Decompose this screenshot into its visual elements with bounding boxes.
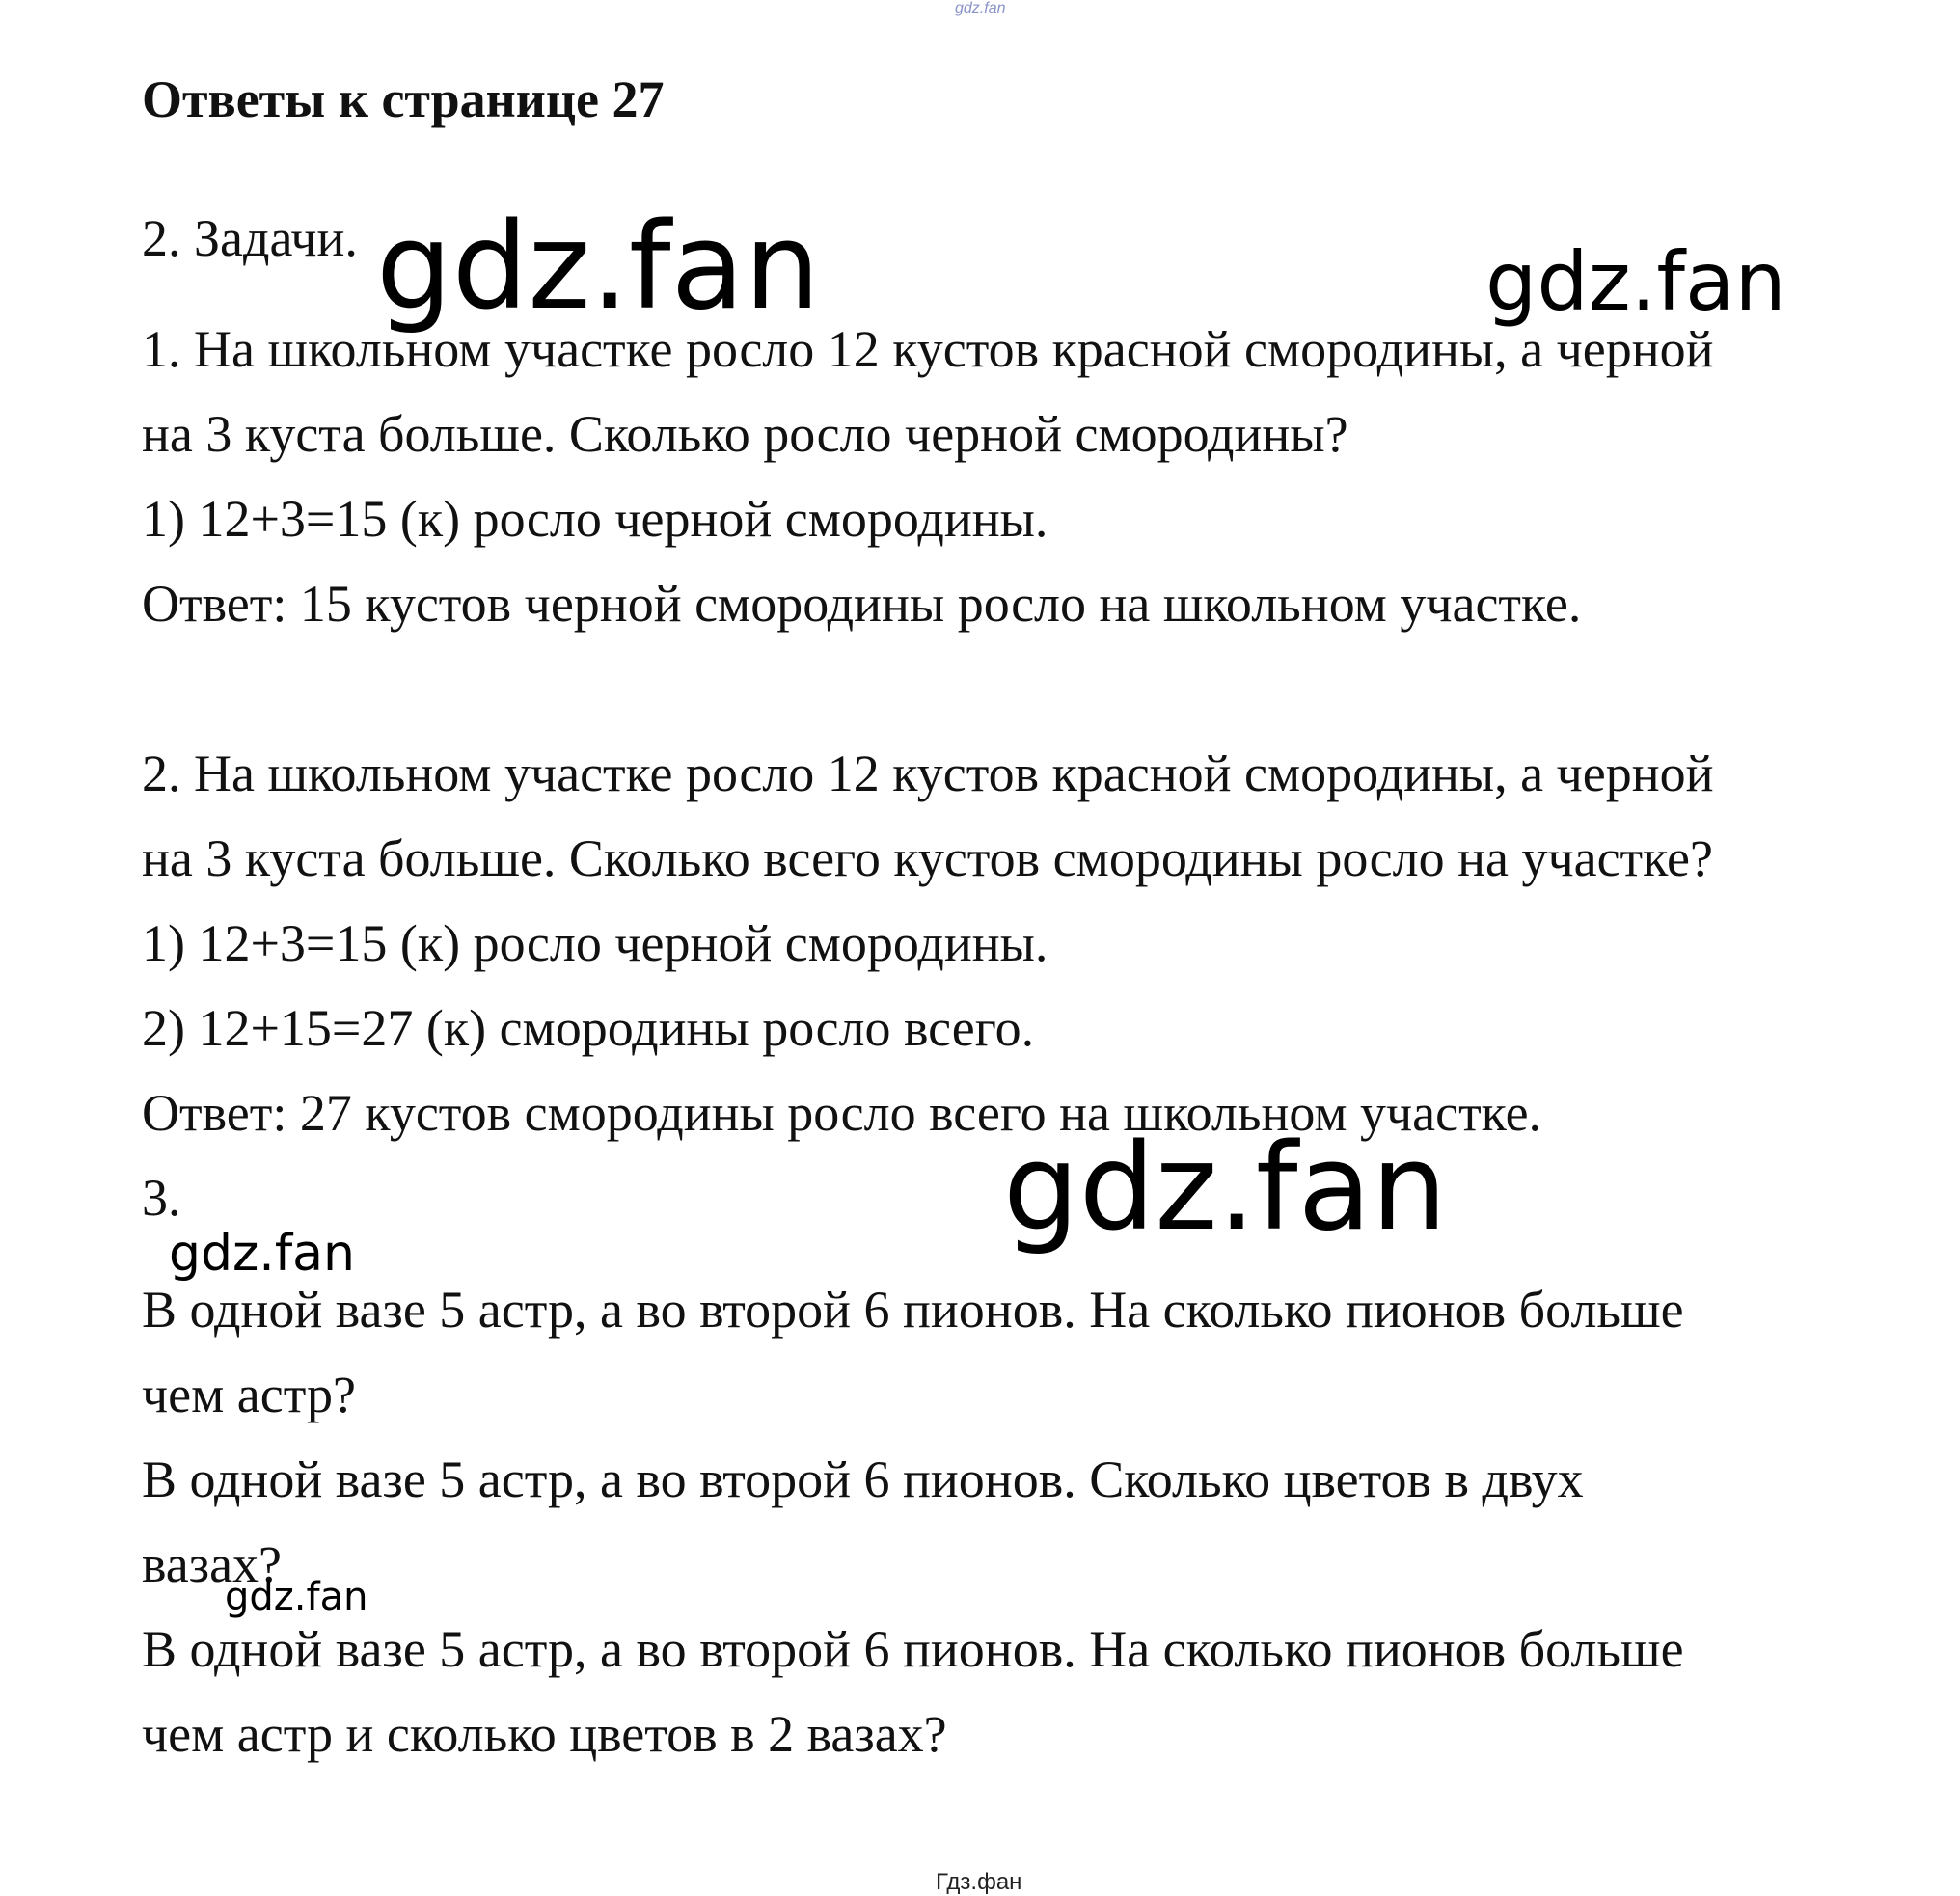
watermark-medium: gdz.fan <box>1485 234 1786 329</box>
task3-number: 3. <box>142 1169 181 1227</box>
task3-q1-line2: чем астр? <box>142 1366 356 1423</box>
watermark-large-2: gdz.fan <box>1003 1119 1448 1258</box>
task2-answer: Ответ: 27 кустов смородины росло всего на школьном участке. <box>142 1084 1542 1142</box>
top-watermark: gdz.fan <box>955 0 1006 16</box>
task2-line2: на 3 куста больше. Сколько всего кустов смородины росло на участке? <box>142 829 1713 887</box>
watermark-large-1: gdz.fan <box>376 198 821 337</box>
task1-answer: Ответ: 15 кустов черной смородины росло на школьном участке. <box>142 575 1582 633</box>
task2-line1: 2. На школьном участке росло 12 кустов красной смородины, а черной <box>142 745 1714 802</box>
watermark-small-1: gdz.fan <box>169 1225 355 1283</box>
task1-step1: 1) 12+3=15 (к) росло черной смородины. <box>142 490 1048 548</box>
task1-line2: на 3 куста больше. Сколько росло черной смородины? <box>142 405 1348 463</box>
task1-line1: 1. На школьном участке росло 12 кустов красной смородины, а черной <box>142 320 1714 378</box>
task3-q3-line1: В одной вазе 5 астр, а во второй 6 пионов. На сколько пионов больше <box>142 1620 1684 1678</box>
page-title: Ответы к странице 27 <box>142 70 665 128</box>
watermark-small-2: gdz.fan <box>225 1575 368 1619</box>
footer-label: Гдз.фан <box>936 1869 1022 1895</box>
task2-step2: 2) 12+15=27 (к) смородины росло всего. <box>142 999 1035 1057</box>
task3-q1-line1: В одной вазе 5 астр, а во второй 6 пионов. На сколько пионов больше <box>142 1281 1684 1339</box>
task2-step1: 1) 12+3=15 (к) росло черной смородины. <box>142 914 1048 972</box>
task3-q3-line2: чем астр и сколько цветов в 2 вазах? <box>142 1705 947 1763</box>
task3-q2-line2: вазах? <box>142 1535 283 1593</box>
section-heading: 2. Задачи. <box>142 209 358 267</box>
task3-q2-line1: В одной вазе 5 астр, а во второй 6 пионов. Сколько цветов в двух <box>142 1450 1584 1508</box>
